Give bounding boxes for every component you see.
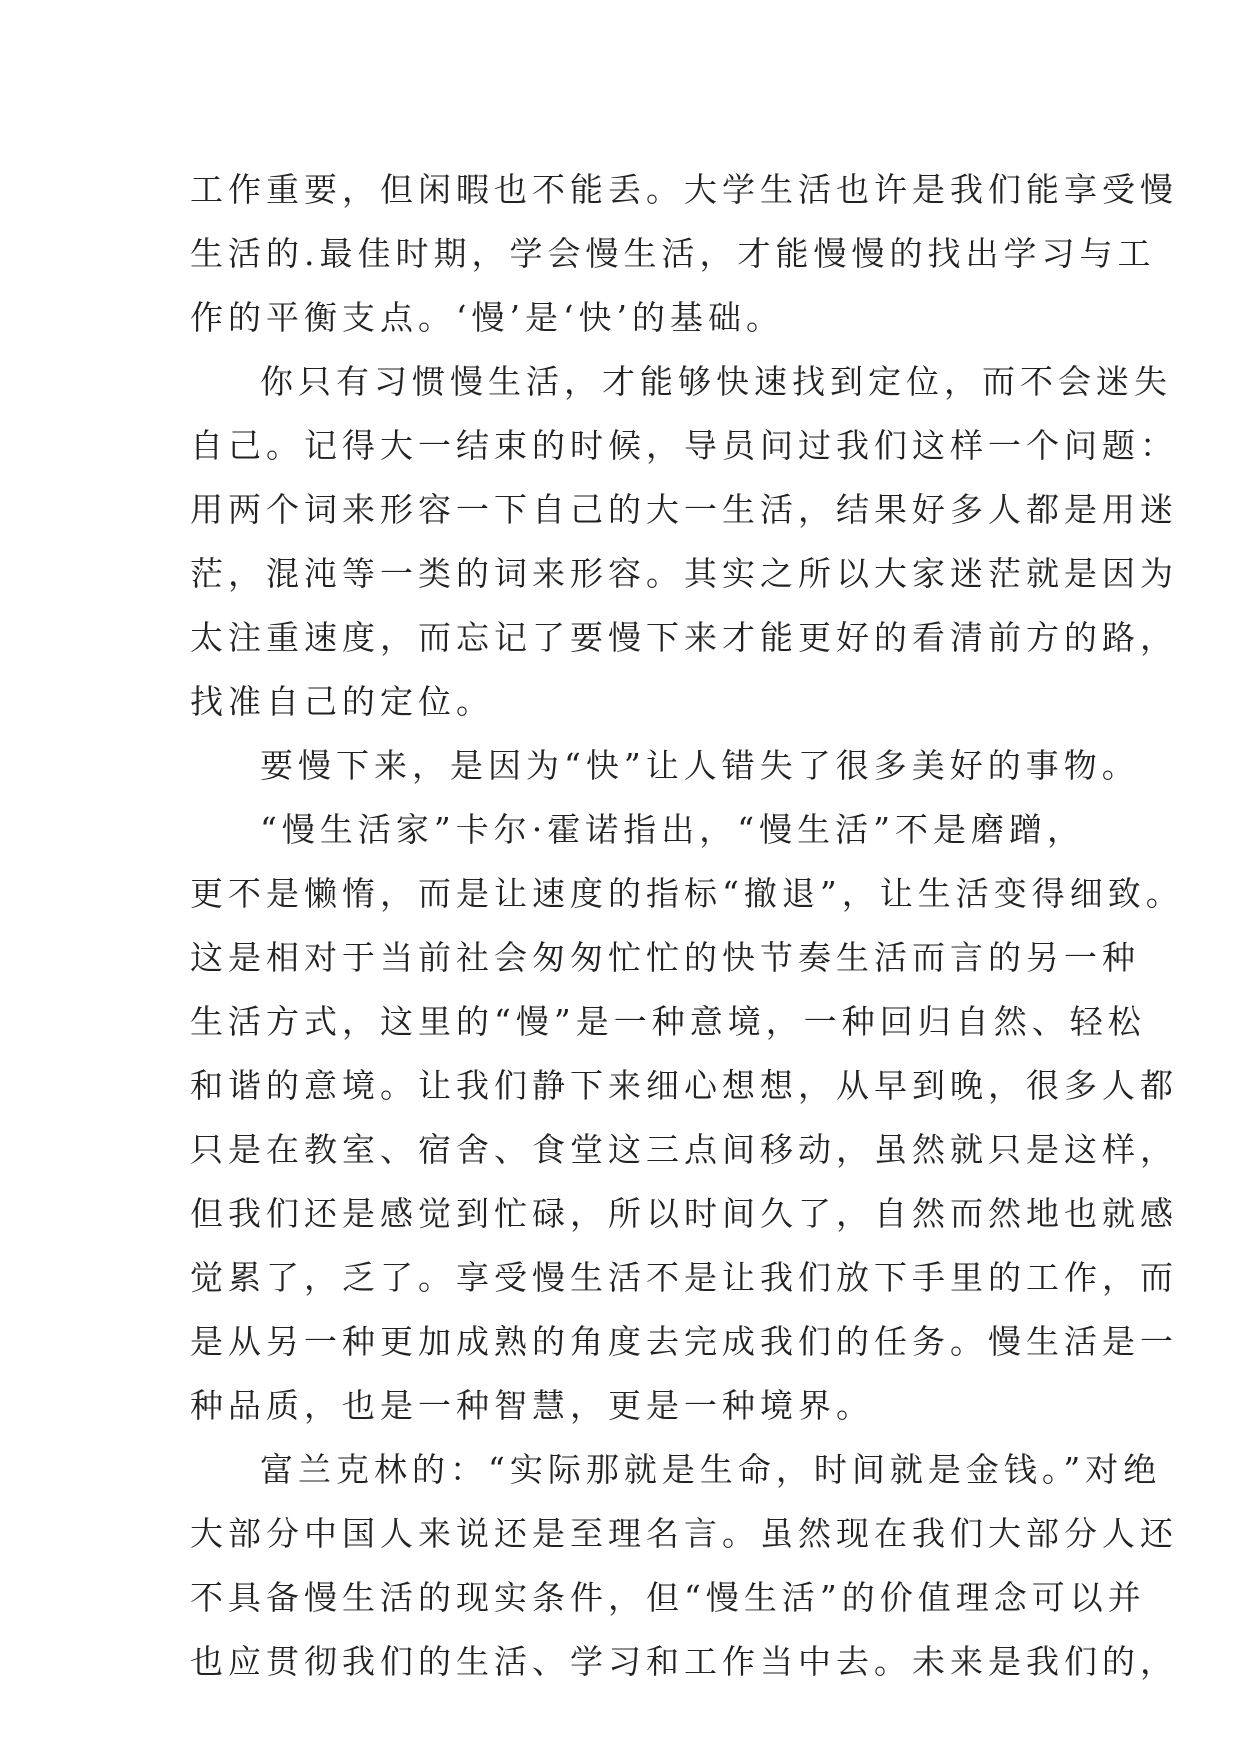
text-line: 更不是懒惰，而是让速度的指标“撤退”，让生活变得细致。 <box>190 874 1184 913</box>
paragraph-first-line: 你只有习惯慢生活，才能够快速找到定位，而不会迷失 <box>260 362 1172 401</box>
text-line: 用两个词来形容一下自己的大一生活，结果好多人都是用迷 <box>190 490 1178 529</box>
body-text <box>190 158 1184 1694</box>
text-line: 茫，混沌等一类的词来形容。其实之所以大家迷茫就是因为 <box>190 554 1178 593</box>
text-line: 自己。记得大一结束的时候，导员问过我们这样一个问题： <box>190 426 1178 465</box>
text-line: 生活的.最佳时期，学会慢生活，才能慢慢的找出学习与工 <box>190 234 1156 273</box>
paragraph-first-line: “慢生活家”卡尔·霍诺指出，“慢生活”不是磨蹭， <box>260 810 1085 849</box>
paragraph-first-line: 要慢下来，是因为“快”让人错失了很多美好的事物。 <box>260 746 1140 785</box>
text-line: 不具备慢生活的现实条件，但“慢生活”的价值理念可以并 <box>190 1578 1146 1617</box>
text-line: 但我们还是感觉到忙碌，所以时间久了，自然而然地也就感 <box>190 1194 1178 1233</box>
text-line: 也应贯彻我们的生活、学习和工作当中去。未来是我们的， <box>190 1642 1178 1681</box>
text-line: 种品质，也是一种智慧，更是一种境界。 <box>190 1386 874 1425</box>
paragraph-first-line: 富兰克林的：“实际那就是生命，时间就是金钱。”对绝 <box>260 1450 1162 1489</box>
text-line: 找准自己的定位。 <box>190 682 494 721</box>
text-line: 和谐的意境。让我们静下来细心想想，从早到晚，很多人都 <box>190 1066 1178 1105</box>
text-line: 作的平衡支点。‘慢’是‘快’的基础。 <box>190 298 784 337</box>
text-line: 觉累了，乏了。享受慢生活不是让我们放下手里的工作，而 <box>190 1258 1178 1297</box>
text-line: 大部分中国人来说还是至理名言。虽然现在我们大部分人还 <box>190 1514 1178 1553</box>
text-line: 生活方式，这里的“慢”是一种意境，一种回归自然、轻松 <box>190 1002 1146 1041</box>
text-line: 这是相对于当前社会匆匆忙忙的快节奏生活而言的另一种 <box>190 938 1140 977</box>
text-line: 太注重速度，而忘记了要慢下来才能更好的看清前方的路， <box>190 618 1178 657</box>
text-line: 是从另一种更加成熟的角度去完成我们的任务。慢生活是一 <box>190 1322 1178 1361</box>
text-line: 工作重要，但闲暇也不能丢。大学生活也许是我们能享受慢 <box>190 170 1178 209</box>
text-line: 只是在教室、宿舍、食堂这三点间移动，虽然就只是这样， <box>190 1130 1178 1169</box>
